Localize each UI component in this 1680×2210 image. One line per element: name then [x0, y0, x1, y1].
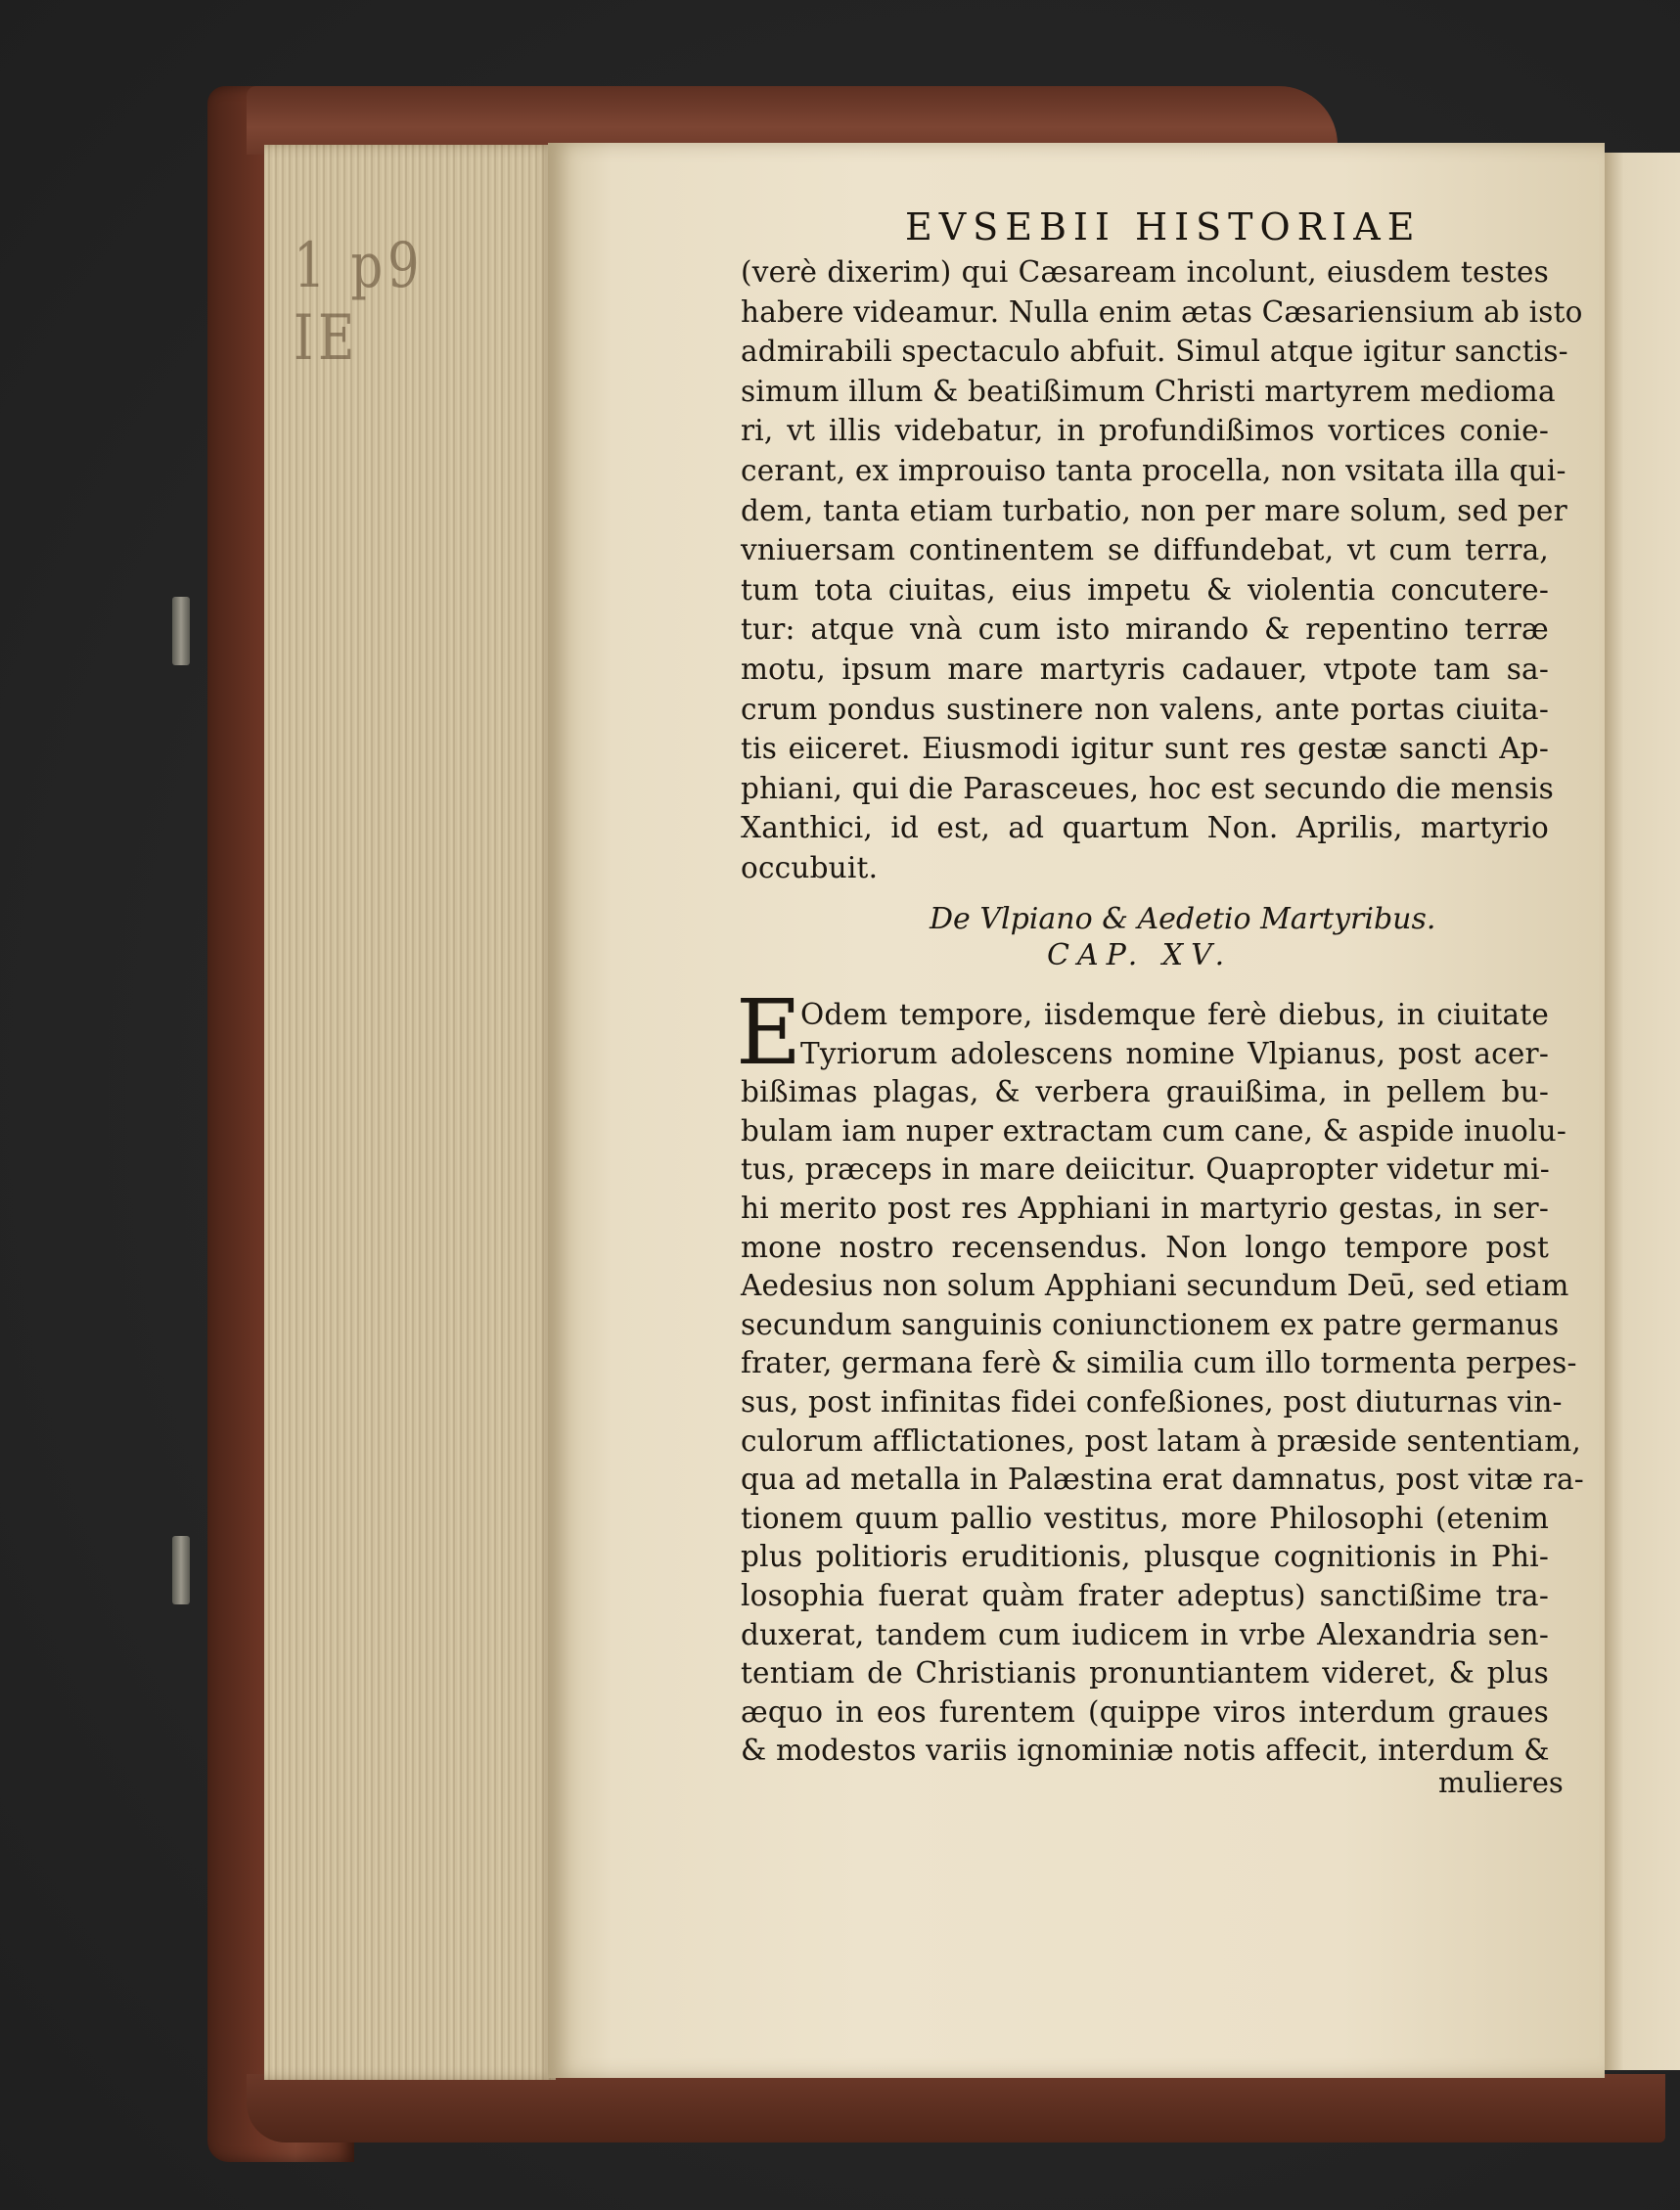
drop-initial: E: [736, 980, 802, 1085]
para1-line: tis eiiceret. Eiusmodi igitur sunt res gestæ sancti Ap-: [741, 732, 1549, 766]
para2-line: bulam iam nuper extractam cum cane, & aspide inuolu-: [741, 1113, 1566, 1148]
para2-line: Odem tempore, iisdemque ferè diebus, in ciuitate: [800, 998, 1549, 1031]
para2-line: culorum afflictationes, post latam à præside sententiam,: [741, 1423, 1581, 1458]
para2-line: sus, post infinitas fidei confeßiones, post diuturnas vin-: [741, 1385, 1563, 1419]
para2-line: & modestos variis ignominiæ notis affecit, interdum &: [741, 1734, 1550, 1768]
para2-line: qua ad metalla in Palæstina erat damnatus, post vitæ ra-: [741, 1463, 1584, 1497]
para2-line: frater, germana ferè & similia cum illo tormenta perpes-: [741, 1346, 1577, 1380]
cover-bottom-edge: [247, 2074, 1665, 2142]
para2-line: Tyriorum adolescens nomine Vlpianus, post acer-: [800, 1036, 1549, 1070]
para2-line: Aedesius non solum Apphiani secundum Deū, sed etiam: [741, 1269, 1569, 1303]
chapter-number: CAP. XV.: [1047, 938, 1233, 972]
para2-line: hi merito post res Apphiani in martyrio gestas, in ser-: [741, 1192, 1549, 1225]
clasp-lower: [172, 1536, 190, 1604]
para1-line: dem, tanta etiam turbatio, non per mare solum, sed per: [741, 493, 1567, 527]
para1-line: Xanthici, id est, ad quartum Non. Aprilis, martyrio: [741, 811, 1549, 845]
para1-line: cerant, ex improuiso tanta procella, non vsitata illa qui-: [741, 454, 1566, 487]
clasp-upper: [172, 597, 190, 665]
para1-line: admirabili spectaculo abfuit. Simul atque igitur sanctis-: [741, 335, 1568, 369]
para1-line: (verè dixerim) qui Cæsaream incolunt, eiusdem testes: [741, 255, 1549, 289]
para2-line: tentiam de Christianis pronuntiantem videret, & plus: [741, 1656, 1549, 1691]
para1-line: motu, ipsum mare martyris cadauer, vtpote tam sa-: [741, 653, 1549, 686]
para2-line: æquo in eos furentem (quippe viros interdum graues: [741, 1694, 1549, 1729]
catchword: mulieres: [1438, 1766, 1564, 1799]
para2-line: duxerat, tandem cum iudicem in vrbe Alexandria sen-: [741, 1617, 1549, 1651]
para1-line: ri, vt illis videbatur, in profundißimos vortices conie-: [741, 414, 1549, 448]
running-head: EVSEBII HISTORIAE: [905, 205, 1422, 248]
chapter-title: De Vlpiano & Aedetio Martyribus.: [930, 902, 1436, 936]
para2-line: bißimas plagas, & verbera grauißima, in pellem bu-: [741, 1075, 1549, 1109]
facing-page-edge: [1605, 153, 1680, 2070]
para2-line: tus, præceps in mare deiicitur. Quapropter videtur mi-: [741, 1152, 1550, 1187]
para2-line: tionem quum pallio vestitus, more Philosophi (etenim: [741, 1501, 1549, 1535]
page-stack-edge: [264, 145, 556, 2080]
para2-line: plus politioris eruditionis, plusque cognitionis in Phi-: [741, 1540, 1549, 1574]
para2-line: losophia fuerat quàm frater adeptus) sanctißime tra-: [741, 1579, 1549, 1612]
para1-line: occubuit.: [741, 851, 879, 884]
para1-line: crum pondus sustinere non valens, ante portas ciuita-: [741, 692, 1549, 726]
para1-line: habere videamur. Nulla enim ætas Cæsariensium ab isto: [741, 294, 1583, 329]
para1-line: tum tota ciuitas, eius impetu & violentia concutere-: [741, 572, 1549, 607]
para2-line: secundum sanguinis coniunctionem ex patre germanus: [741, 1307, 1560, 1341]
para1-line: phiani, qui die Parasceues, hoc est secundo die mensis: [741, 771, 1554, 805]
para1-line: simum illum & beatißimum Christi martyrem medioma: [741, 374, 1556, 408]
page-edge-marks: 1 p9 IE: [294, 230, 425, 375]
para1-line: tur: atque vnà cum isto mirando & repentino terræ: [741, 612, 1549, 647]
para2-line: mone nostro recensendus. Non longo tempore post: [741, 1230, 1549, 1264]
para1-line: vniuersam continentem se diffundebat, vt cum terra,: [741, 533, 1549, 567]
